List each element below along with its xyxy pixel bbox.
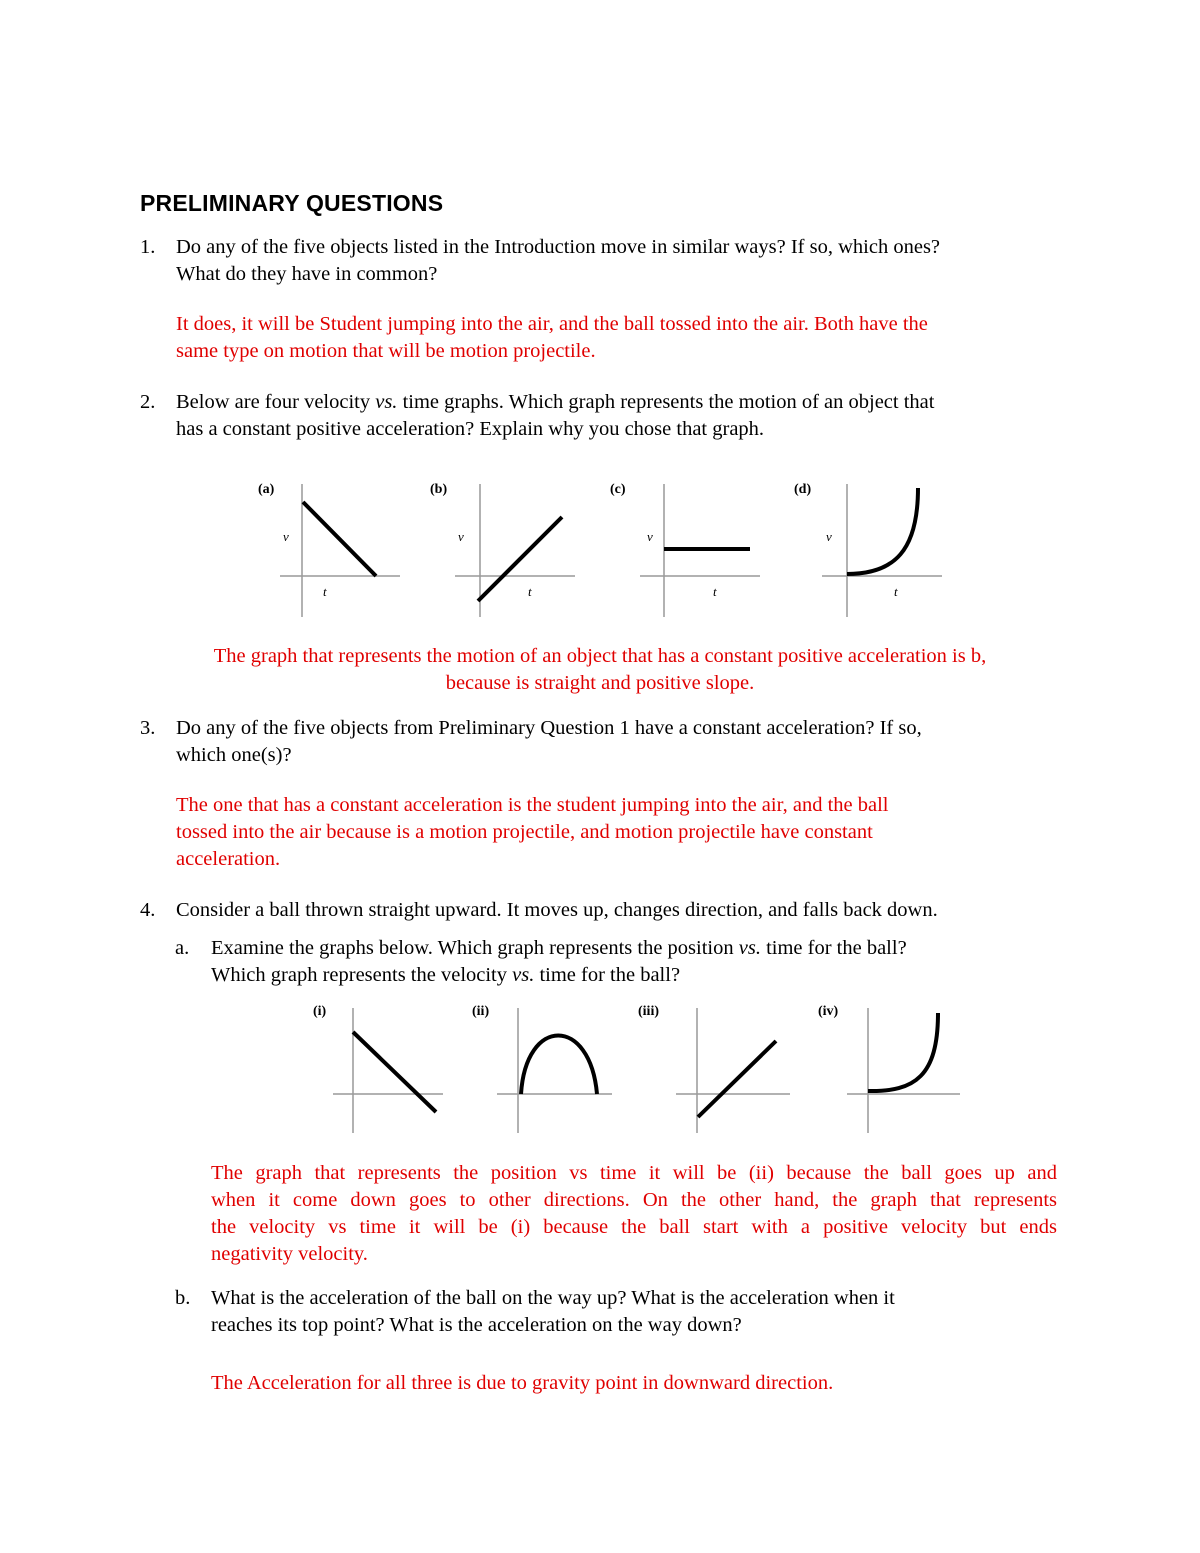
graph-label: (iii) xyxy=(638,1004,659,1019)
text-run: Examine the graphs below. Which graph represents the position xyxy=(211,937,739,959)
answer-line: tossed into the air because is a motion projectile, and motion projectile have constant xyxy=(176,821,873,843)
sub-question-letter: a. xyxy=(175,937,190,959)
axis-label-t: t xyxy=(528,584,532,599)
question-text-line: reaches its top point? What is the acceleration on the way down? xyxy=(211,1314,742,1336)
graph-line xyxy=(478,517,562,601)
answer-3 xyxy=(176,792,1056,873)
graph-iii xyxy=(638,1004,790,1133)
text-run: time for the ball? xyxy=(534,964,681,986)
answer-line: because is straight and positive slope. xyxy=(445,672,755,694)
answer-line: The graph that represents the motion of an object that has a constant positive acceleration is b, xyxy=(213,645,987,667)
answer-line: The graph that represents the position vs time it will be (ii) because the ball goes up and xyxy=(211,1162,1057,1184)
graph-iv xyxy=(818,1004,960,1133)
graph-a xyxy=(258,482,400,617)
graph-b xyxy=(430,482,575,617)
graph-label: (iv) xyxy=(818,1004,839,1019)
question-text-line: which one(s)? xyxy=(176,744,292,766)
answer-line: The one that has a constant acceleration is the student jumping into the air, and the ball xyxy=(176,794,889,816)
axis-label-v: v xyxy=(647,529,653,544)
axis-label-t: t xyxy=(713,584,717,599)
axis-label-t: t xyxy=(323,584,327,599)
text-run: Which graph represents the velocity xyxy=(211,964,513,986)
answer-line: same type on motion that will be motion projectile. xyxy=(176,340,596,362)
graph-ii xyxy=(472,1004,612,1133)
question-number: 4. xyxy=(140,899,156,921)
graph-curve xyxy=(868,1013,938,1091)
axis-label-v: v xyxy=(458,529,464,544)
question-text-line: Consider a ball thrown straight upward. It moves up, changes direction, and falls back down. xyxy=(176,899,938,921)
question-text-line xyxy=(176,389,1086,416)
graph-curve xyxy=(521,1036,597,1095)
question-number: 2. xyxy=(140,391,156,413)
answer-line: It does, it will be Student jumping into the air, and the ball tossed into the air. Both have the xyxy=(176,313,928,335)
answer-line: when it come down goes to other directions. On the other hand, the graph that represents xyxy=(211,1189,1057,1211)
axis-label-v: v xyxy=(283,529,289,544)
answer-4a xyxy=(211,1160,1057,1268)
answer-line: acceleration. xyxy=(176,848,281,870)
question-number: 3. xyxy=(140,717,156,739)
text-run: time for the ball? xyxy=(760,937,907,959)
graph-label: (c) xyxy=(610,482,626,497)
question-text-line: has a constant positive acceleration? Explain why you chose that graph. xyxy=(176,418,765,440)
graph-label: (i) xyxy=(313,1004,327,1019)
graph-label: (b) xyxy=(430,482,448,497)
answer-line: The Acceleration for all three is due to gravity point in downward direction. xyxy=(211,1372,834,1394)
question-text-line: Do any of the five objects from Preliminary Question 1 have a constant acceleration? If so, xyxy=(176,717,922,739)
question-text-line: Do any of the five objects listed in the Introduction move in similar ways? If so, which ones? xyxy=(176,236,941,258)
graph-i xyxy=(313,1004,443,1133)
answer-4b xyxy=(211,1370,1071,1397)
graph-curve xyxy=(847,488,918,574)
text-run-italic: vs. xyxy=(512,964,535,986)
answer-line: the velocity vs time it will be (i) because the ball start with a positive velocity but ends xyxy=(211,1216,1057,1238)
answer-2 xyxy=(120,643,1080,697)
graph-label: (d) xyxy=(794,482,812,497)
graph-d xyxy=(794,482,942,617)
text-run-italic: vs. xyxy=(375,391,398,413)
graph-line xyxy=(303,502,376,576)
axis-label-v: v xyxy=(826,529,832,544)
question-text-line: What is the acceleration of the ball on the way up? What is the acceleration when it xyxy=(211,1287,895,1309)
text-run: time graphs. Which graph represents the motion of an object that xyxy=(397,391,935,413)
page-title: PRELIMINARY QUESTIONS xyxy=(140,190,444,216)
ball-motion-graphs xyxy=(0,1003,1200,1138)
question-number: 1. xyxy=(140,236,156,258)
question-text-line xyxy=(211,935,1071,962)
sub-question-letter: b. xyxy=(175,1287,191,1309)
graph-c xyxy=(610,482,760,617)
graph-label: (a) xyxy=(258,482,275,497)
answer-1 xyxy=(176,311,1076,365)
velocity-time-graphs xyxy=(0,470,1200,630)
graph-line xyxy=(353,1032,436,1112)
question-text-line xyxy=(211,962,1071,989)
axis-label-t: t xyxy=(894,584,898,599)
graph-line xyxy=(698,1041,776,1117)
question-text-line: What do they have in common? xyxy=(176,263,438,285)
graph-label: (ii) xyxy=(472,1004,490,1019)
answer-line: negativity velocity. xyxy=(211,1243,368,1265)
text-run-italic: vs. xyxy=(738,937,761,959)
text-run: Below are four velocity xyxy=(176,391,376,413)
